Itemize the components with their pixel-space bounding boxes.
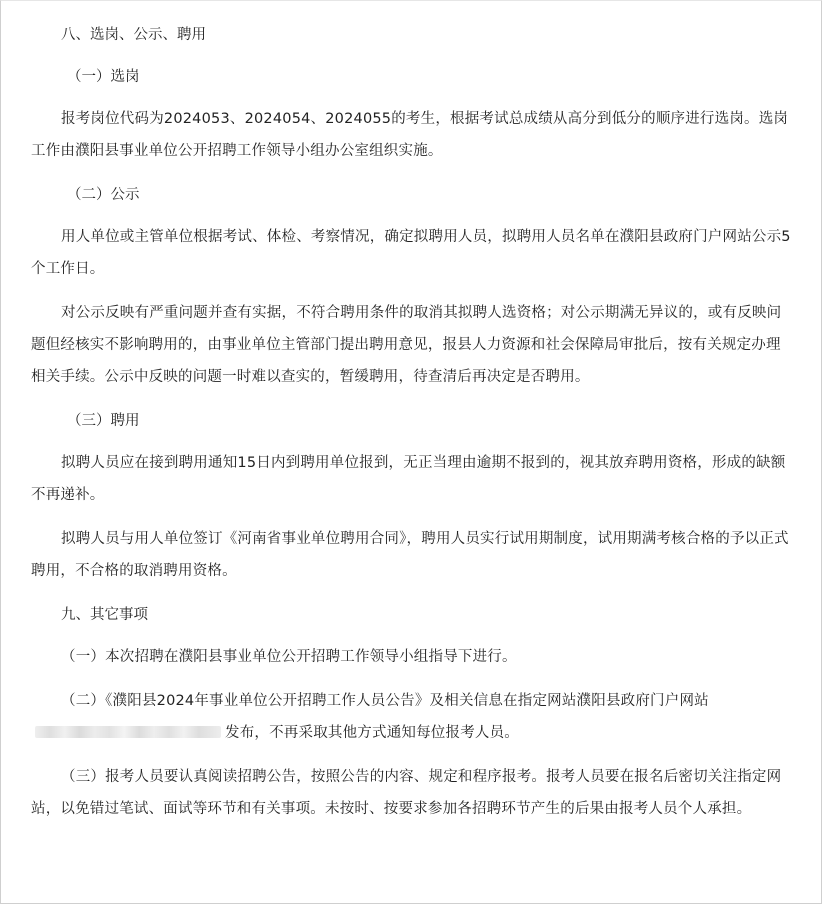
paragraph-website (31, 685, 791, 749)
paragraph-text-start: （二）《濮阳县2024年事业单位公开招聘工作人员公告》及相关信息在指定网站濮阳县政府门户网站 (61, 693, 709, 709)
document-body (31, 19, 791, 837)
redacted-url (35, 726, 221, 738)
subsection-3-heading: （三）聘用 (67, 413, 140, 429)
subsection-2-heading: （二）公示 (67, 187, 140, 203)
paragraph: （一）本次招聘在濮阳县事业单位公开招聘工作领导小组指导下进行。 (61, 649, 517, 665)
paragraph: 拟聘人员应在接到聘用通知15日内到聘用单位报到，无正当理由逾期不报到的，视其放弃聘用资格，形成的缺额不再递补。 (31, 455, 786, 503)
paragraph: 拟聘人员与用人单位签订《河南省事业单位聘用合同》，聘用人员实行试用期制度，试用期满考核合格的予以正式聘用，不合格的取消聘用资格。 (31, 531, 789, 579)
section-8-heading: 八、选岗、公示、聘用 (61, 27, 206, 43)
subsection-1-heading: （一）选岗 (67, 69, 140, 85)
paragraph-text-end: 发布，不再采取其他方式通知每位报考人员。 (225, 725, 519, 741)
paragraph: 用人单位或主管单位根据考试、体检、考察情况，确定拟聘用人员，拟聘用人员名单在濮阳县政府门户网站公示5个工作日。 (31, 229, 791, 277)
paragraph: （三）报考人员要认真阅读招聘公告，按照公告的内容、规定和程序报考。报考人员要在报名后密切关注指定网站，以免错过笔试、面试等环节和有关事项。未按时、按要求参加各招聘环节产生的后果由报考人员个人承担。 (31, 769, 782, 817)
paragraph: 对公示反映有严重问题并查有实据，不符合聘用条件的取消其拟聘人选资格；对公示期满无异议的，或有反映问题但经核实不影响聘用的，由事业单位主管部门提出聘用意见，报县人力资源和社会保障局审批后，按有关规定办理相关手续。公示中反映的问题一时难以查实的，暂缓聘用，待查清后再决定是否聘用。 (31, 305, 782, 385)
paragraph: 报考岗位代码为2024053、2024054、2024055的考生，根据考试总成绩从高分到低分的顺序进行选岗。选岗工作由濮阳县事业单位公开招聘工作领导小组办公室组织实施。 (31, 111, 789, 159)
section-9-heading: 九、其它事项 (61, 607, 148, 623)
